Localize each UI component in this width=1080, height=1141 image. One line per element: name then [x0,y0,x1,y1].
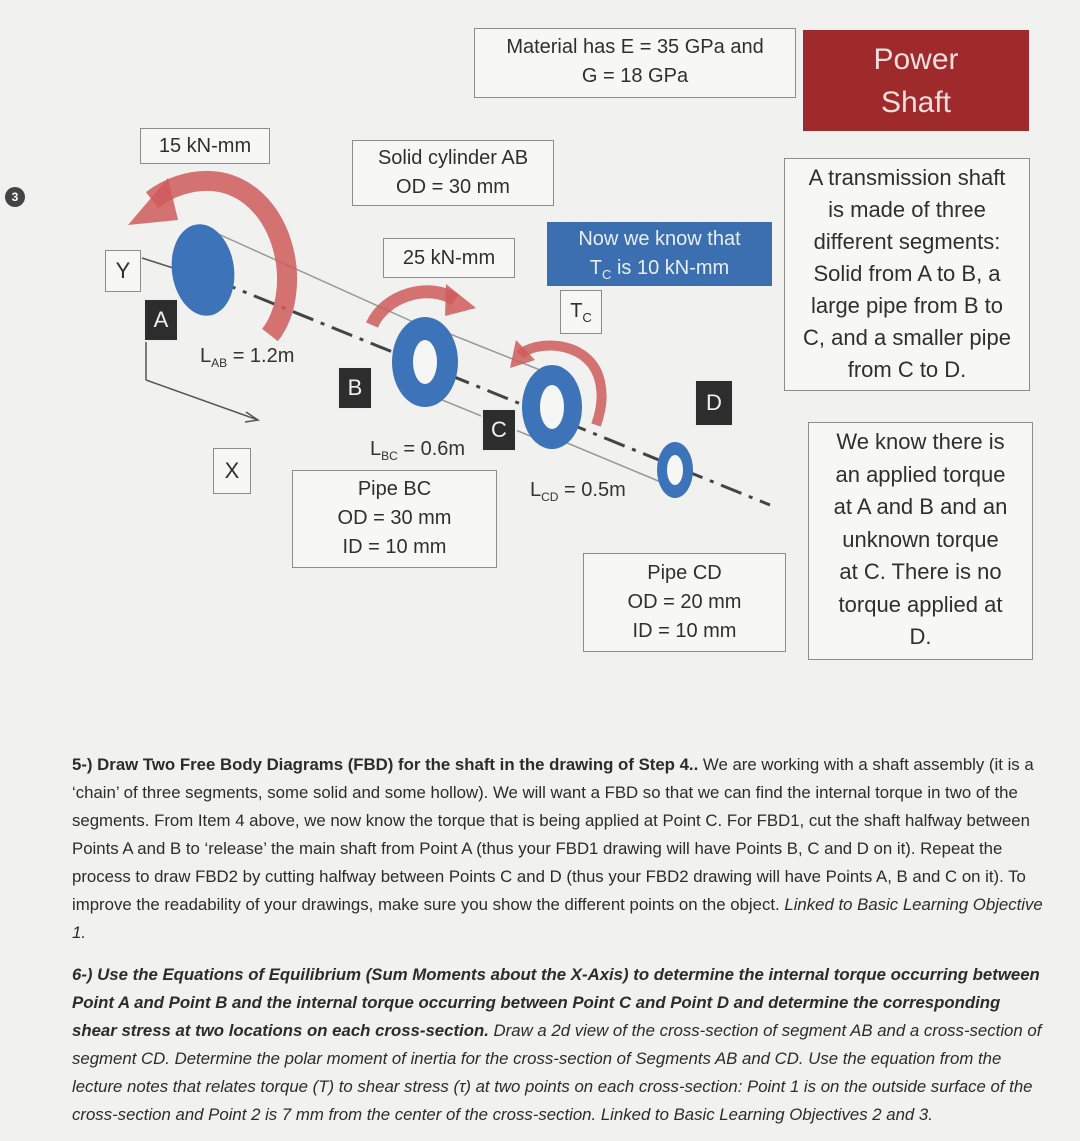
item-5-body: We are working with a shaft assembly (it is a ‘chain’ of three segments, some solid and some hollow). We will want a FBD so that we can find the internal torque in two of the segments. From Item 4 above, we now know the torque that is being applied at Point C. For FBD1, cut the shaft halfway between Points A and B to ‘release’ the main shaft from Point A (thus your FBD1 drawing will have Points B, C and D on it). Repeat the process to draw FBD2 by cutting halfway between Points C and D (thus your FBD2 drawing will have Points A, B and C on it). To improve the readability of your drawings, make sure you show the different points on the object. [72,755,1034,914]
pipe-bc-box [292,470,497,568]
torque-b-label [383,238,515,278]
torque-info-box [808,422,1033,660]
torque-info-line: at A and B and an [833,494,1008,519]
length-ab-label: $L_{AB} = 1.2m$ [200,345,295,370]
pipe-bc-line-1: Pipe BC [357,478,432,500]
tc-label: $T_C$ [560,290,602,334]
torque-a-value: 15 kN-mm [158,135,252,157]
point-a-label: A [143,298,179,342]
material-line-1: Material has E = 35 GPa and [506,36,764,58]
pipe-c-ring [522,365,582,449]
point-b-label: B [337,366,373,410]
pipe-b-ring [392,317,458,407]
solid-ab-box [352,140,554,206]
torque-info-line: unknown torque [842,526,999,552]
item-5-heading: 5-) Draw Two Free Body Diagrams (FBD) for the shaft in the drawing of Step 4.. [72,755,699,774]
step-number-badge: 3 [5,187,25,207]
tc-known-line-2: $T_C$ is 10 kN-mm [589,257,730,282]
description-line: A transmission shaft [808,165,1006,190]
item-5-paragraph [72,751,1047,947]
description-box [784,158,1030,391]
description-line: from C to D. [847,357,967,382]
torque-b-value: 25 kN-mm [402,247,496,269]
item-6-paragraph [72,961,1047,1129]
tc-known-line-1: Now we know that [578,228,741,250]
tc-known-box [547,222,772,286]
point-d-label: D [694,379,734,427]
title-box [803,30,1029,131]
pipe-cd-line-2: OD = 20 mm [627,591,742,613]
pipe-bc-line-3: ID = 10 mm [342,536,447,558]
torque-info-line: D. [909,624,932,649]
title-line-1: Power [873,43,959,76]
torque-info-line: We know there is [836,429,1005,454]
item-6-body: Draw a 2d view of the cross-section of segment AB and a cross-section of segment CD. Determine the polar moment of inertia for the cross-section of Segments AB and CD. Use the equation from the lecture notes that relates torque (T) to shear stress (τ) at two points on each cross-section: Point 1 is on the outside surface of the cross-section and Point 2 is 7 mm from the center of the cross-section. Linked to Basic Learning Objectives 2 and 3. [72,1021,1042,1124]
torque-info-line: an applied torque [835,461,1006,487]
title-line-2: Shaft [880,86,952,119]
torque-info-line: torque applied at [838,591,1003,617]
description-line: C, and a smaller pipe [803,325,1011,350]
pipe-d-ring [657,442,693,498]
point-c-label: C [481,408,517,452]
material-line-2: G = 18 GPa [581,65,689,87]
description-line: different segments: [813,229,1001,254]
solid-ab-line-2: OD = 30 mm [396,176,510,198]
y-axis-label: Y [105,250,141,292]
x-axis-label: X [213,448,251,494]
pipe-cd-line-1: Pipe CD [647,562,722,584]
torque-info-line: at C. There is no [839,559,1002,584]
length-cd-label: $L_{CD} = 0.5m$ [530,479,626,504]
description-line: large pipe from B to [811,293,1003,318]
pipe-bc-line-2: OD = 30 mm [337,507,452,529]
item-5-objective: Linked to Basic Learning Objective 1. [72,895,1043,942]
material-box [474,28,796,98]
length-bc-label: $L_{BC} = 0.6m$ [370,438,466,463]
pipe-cd-line-3: ID = 10 mm [632,620,737,642]
torque-a-label [140,128,270,164]
pipe-cd-box [583,553,786,652]
item-6-heading: 6-) Use the Equations of Equilibrium (Sum Moments about the X-Axis) to determine the internal torque occurring between Point A and Point B and the internal torque occurring between Point C and Point D and determine the corresponding shear stress at two locations on each cross-section. [72,965,1040,1040]
description-line: is made of three [828,197,986,222]
solid-ab-line-1: Solid cylinder AB [377,147,529,169]
description-line: Solid from A to B, a [813,261,1001,286]
